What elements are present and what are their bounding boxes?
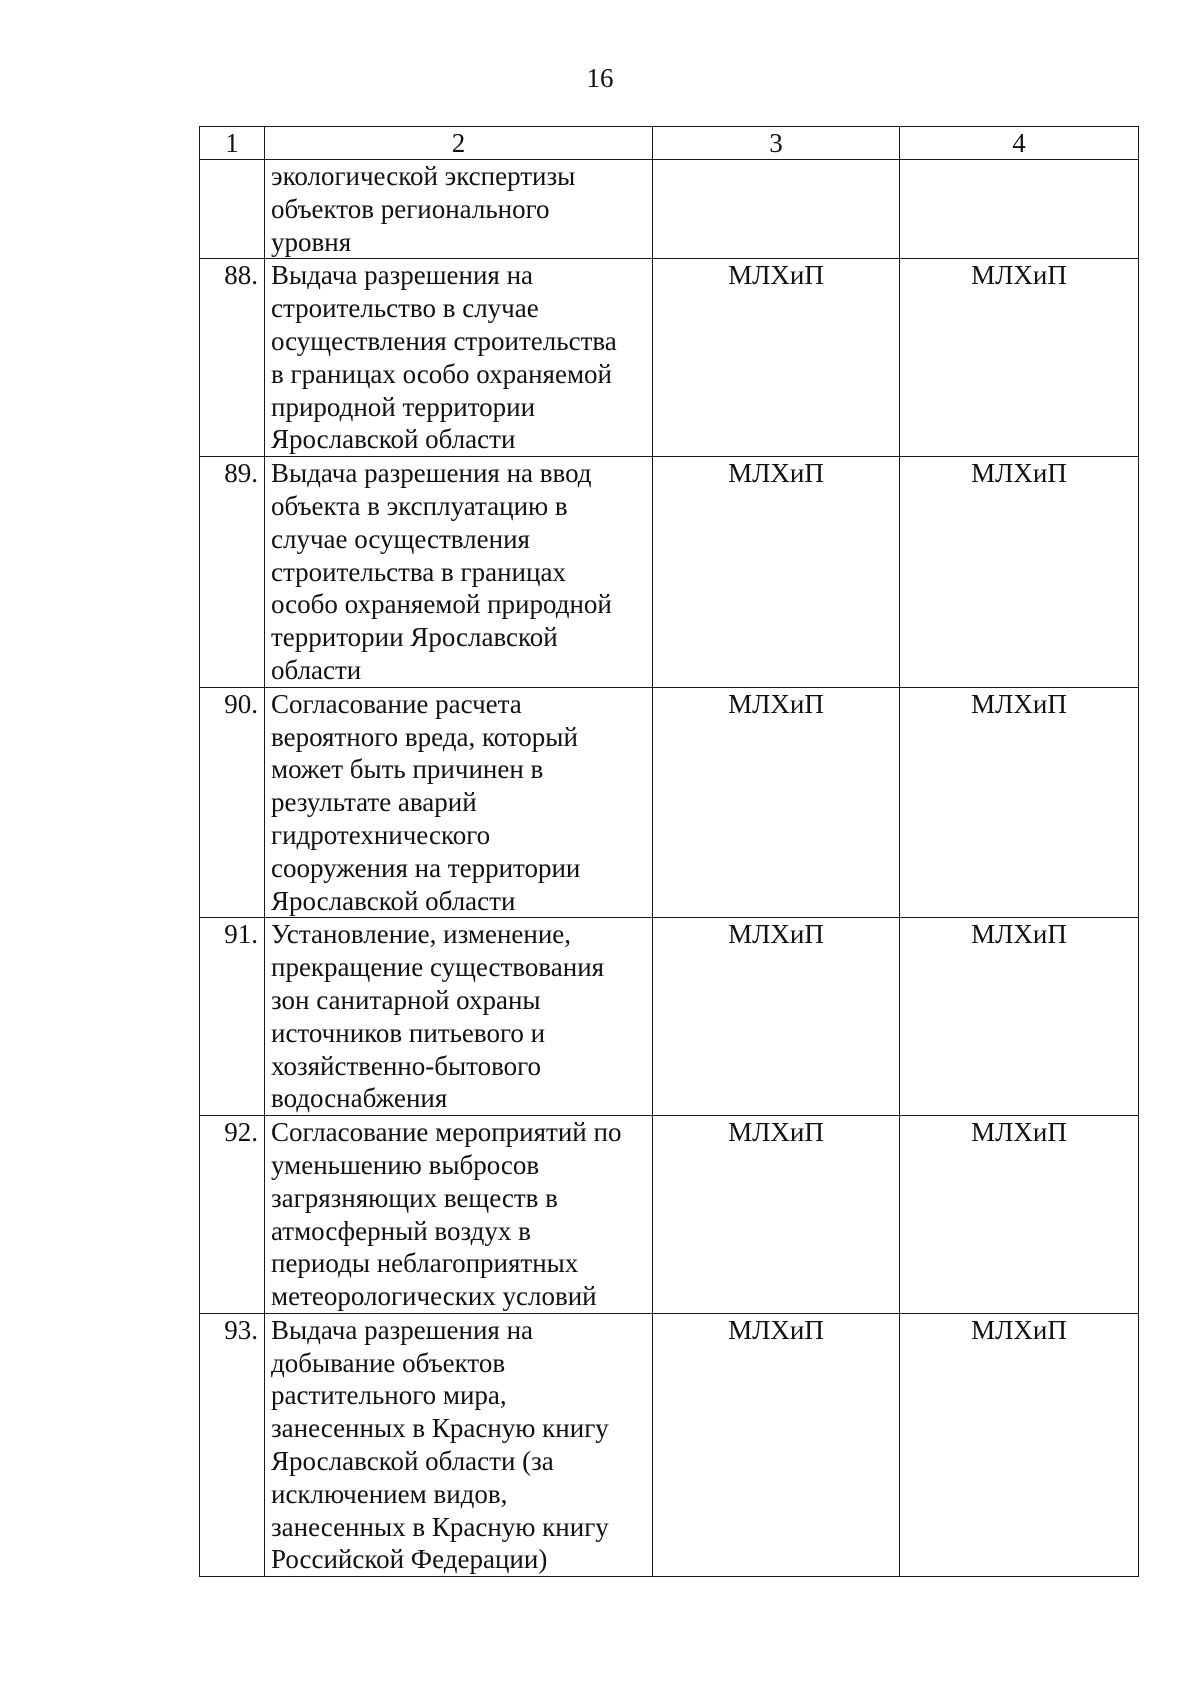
authority-column-4: МЛХиП [900,457,1139,688]
authority-column-3: МЛХиП [653,1116,900,1314]
row-number [200,160,265,259]
table-row [200,918,1139,1116]
authority-column-3: МЛХиП [653,687,900,918]
page-number: 16 [586,63,614,93]
row-number: 88. [200,259,265,457]
authority-column-4: МЛХиП [900,687,1139,918]
service-name: Выдача разрешения на добывание объектов растительного мира, занесенных в Красную книгу Ярославской области (за исключением видов, занесенных в Красную книгу Российской Федерации) [265,1313,653,1576]
service-name: Выдача разрешения на строительство в случае осуществления строительства в границах особо охраняемой природной территории Ярославской области [265,259,653,457]
authority-column-4 [900,160,1139,259]
services-table [199,126,1139,1577]
table-row [200,259,1139,457]
row-number: 91. [200,918,265,1116]
column-header-3: 3 [653,127,900,160]
authority-column-4: МЛХиП [900,1116,1139,1314]
service-name: Согласование расчета вероятного вреда, который может быть причинен в результате аварий гидротехнического сооружения на территории Ярославской области [265,687,653,918]
row-number: 89. [200,457,265,688]
authority-column-4: МЛХиП [900,1313,1139,1576]
table-row-continuation [200,160,1139,259]
authority-column-3: МЛХиП [653,457,900,688]
authority-column-4: МЛХиП [900,918,1139,1116]
service-name: Согласование мероприятий по уменьшению выбросов загрязняющих веществ в атмосферный воздух в периоды неблагоприятных метеорологических условий [265,1116,653,1314]
row-number: 93. [200,1313,265,1576]
row-number: 90. [200,687,265,918]
authority-column-4: МЛХиП [900,259,1139,457]
table-row [200,457,1139,688]
table-header-row [200,127,1139,160]
authority-column-3 [653,160,900,259]
table-row [200,687,1139,918]
authority-column-3: МЛХиП [653,1313,900,1576]
column-header-2: 2 [265,127,653,160]
column-header-4: 4 [900,127,1139,160]
table-row [200,1116,1139,1314]
service-name: экологической экспертизы объектов регионального уровня [265,160,653,259]
table-row [200,1313,1139,1576]
column-header-1: 1 [200,127,265,160]
row-number: 92. [200,1116,265,1314]
authority-column-3: МЛХиП [653,918,900,1116]
authority-column-3: МЛХиП [653,259,900,457]
service-name: Выдача разрешения на ввод объекта в эксплуатацию в случае осуществления строительства в границах особо охраняемой природной территории Ярославской области [265,457,653,688]
service-name: Установление, изменение, прекращение существования зон санитарной охраны источников питьевого и хозяйственно-бытового водоснабжения [265,918,653,1116]
